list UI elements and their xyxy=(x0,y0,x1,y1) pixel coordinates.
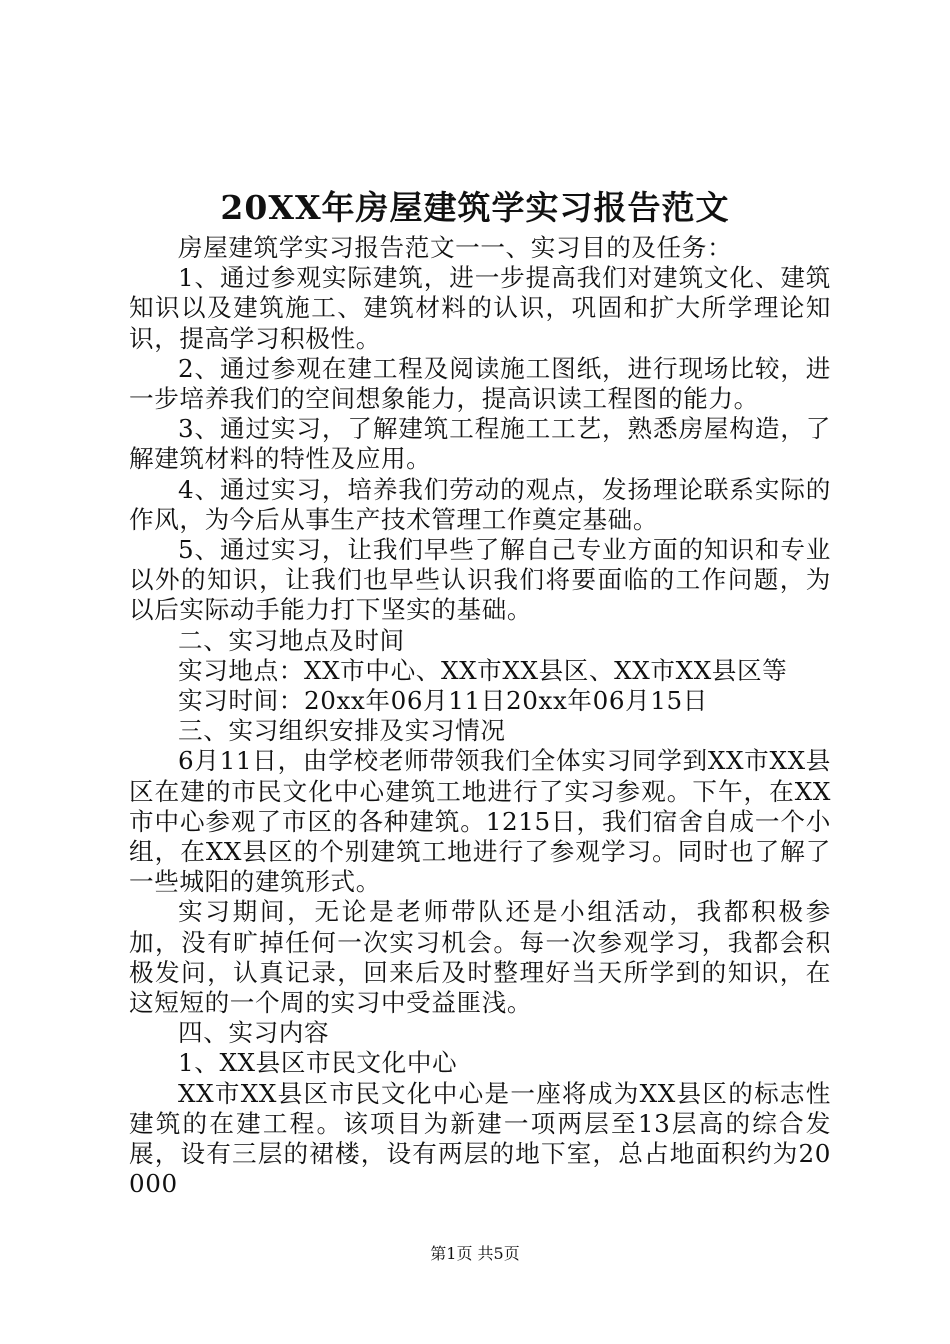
page-footer: 第1页 共5页 xyxy=(430,1244,520,1263)
paragraph-goal-2: 2、通过参观在建工程及阅读施工图纸，进行现场比较，进一步培养我们的空间想象能力，提高识读工程图的能力。 xyxy=(129,353,831,414)
paragraph-arrangement: 6月11日，由学校老师带领我们全体实习同学到XX市XX县区在建的市民文化中心建筑工地进行了实习参观。下午，在XX市中心参观了市区的各种建筑。1215日，我们宿舍自成一个小组，在XX县区的个别建筑工地进行了参观学习。同时也了解了一些城阳的建筑形式。 xyxy=(129,746,831,897)
paragraph-experience: 实习期间，无论是老师带队还是小组活动，我都积极参加，没有旷掉任何一次实习机会。每一次参观学习，我都会积极发问，认真记录，回来后及时整理好当天所学到的知识，在这短短的一个周的实习中受益匪浅。 xyxy=(129,897,831,1018)
subheading-cultural-center: 1、XX县区市民文化中心 xyxy=(178,1048,458,1078)
section-heading-location-time: 二、实习地点及时间 xyxy=(178,625,405,655)
paragraph-intro: 房屋建筑学实习报告范文一一、实习目的及任务： xyxy=(178,233,733,262)
paragraph-cultural-center: XX市XX县区市民文化中心是一座将成为XX县区的标志性建筑的在建工程。该项目为新建一项两层至13层高的综合发展，设有三层的裙楼，设有两层的地下室，总占地面积约为20000 xyxy=(129,1078,831,1199)
document-body xyxy=(129,233,831,1200)
paragraph-goal-3: 3、通过实习，了解建筑工程施工工艺，熟悉房屋构造，了解建筑材料的特性及应用。 xyxy=(129,414,831,474)
paragraph-goal-4: 4、通过实习，培养我们劳动的观点，发扬理论联系实际的作风，为今后从事生产技术管理工作奠定基础。 xyxy=(129,474,831,534)
paragraph-location: 实习地点：XX市中心、XX市XX县区、XX市XX县区等 xyxy=(178,655,788,685)
document-title: 20XX年房屋建筑学实习报告范文 xyxy=(220,188,730,227)
section-heading-content: 四、实习内容 xyxy=(178,1018,330,1048)
paragraph-goal-5: 5、通过实习，让我们早些了解自己专业方面的知识和专业以外的知识，让我们也早些认识我们将要面临的工作问题，为以后实际动手能力打下坚实的基础。 xyxy=(129,535,831,625)
paragraph-goal-1: 1、通过参观实际建筑，进一步提高我们对建筑文化、建筑知识以及建筑施工、建筑材料的认识，巩固和扩大所学理论知识，提高学习积极性。 xyxy=(129,263,831,353)
paragraph-time: 实习时间：20xx年06月11日20xx年06月15日 xyxy=(178,686,708,716)
section-heading-arrangement: 三、实习组织安排及实习情况 xyxy=(178,716,506,746)
